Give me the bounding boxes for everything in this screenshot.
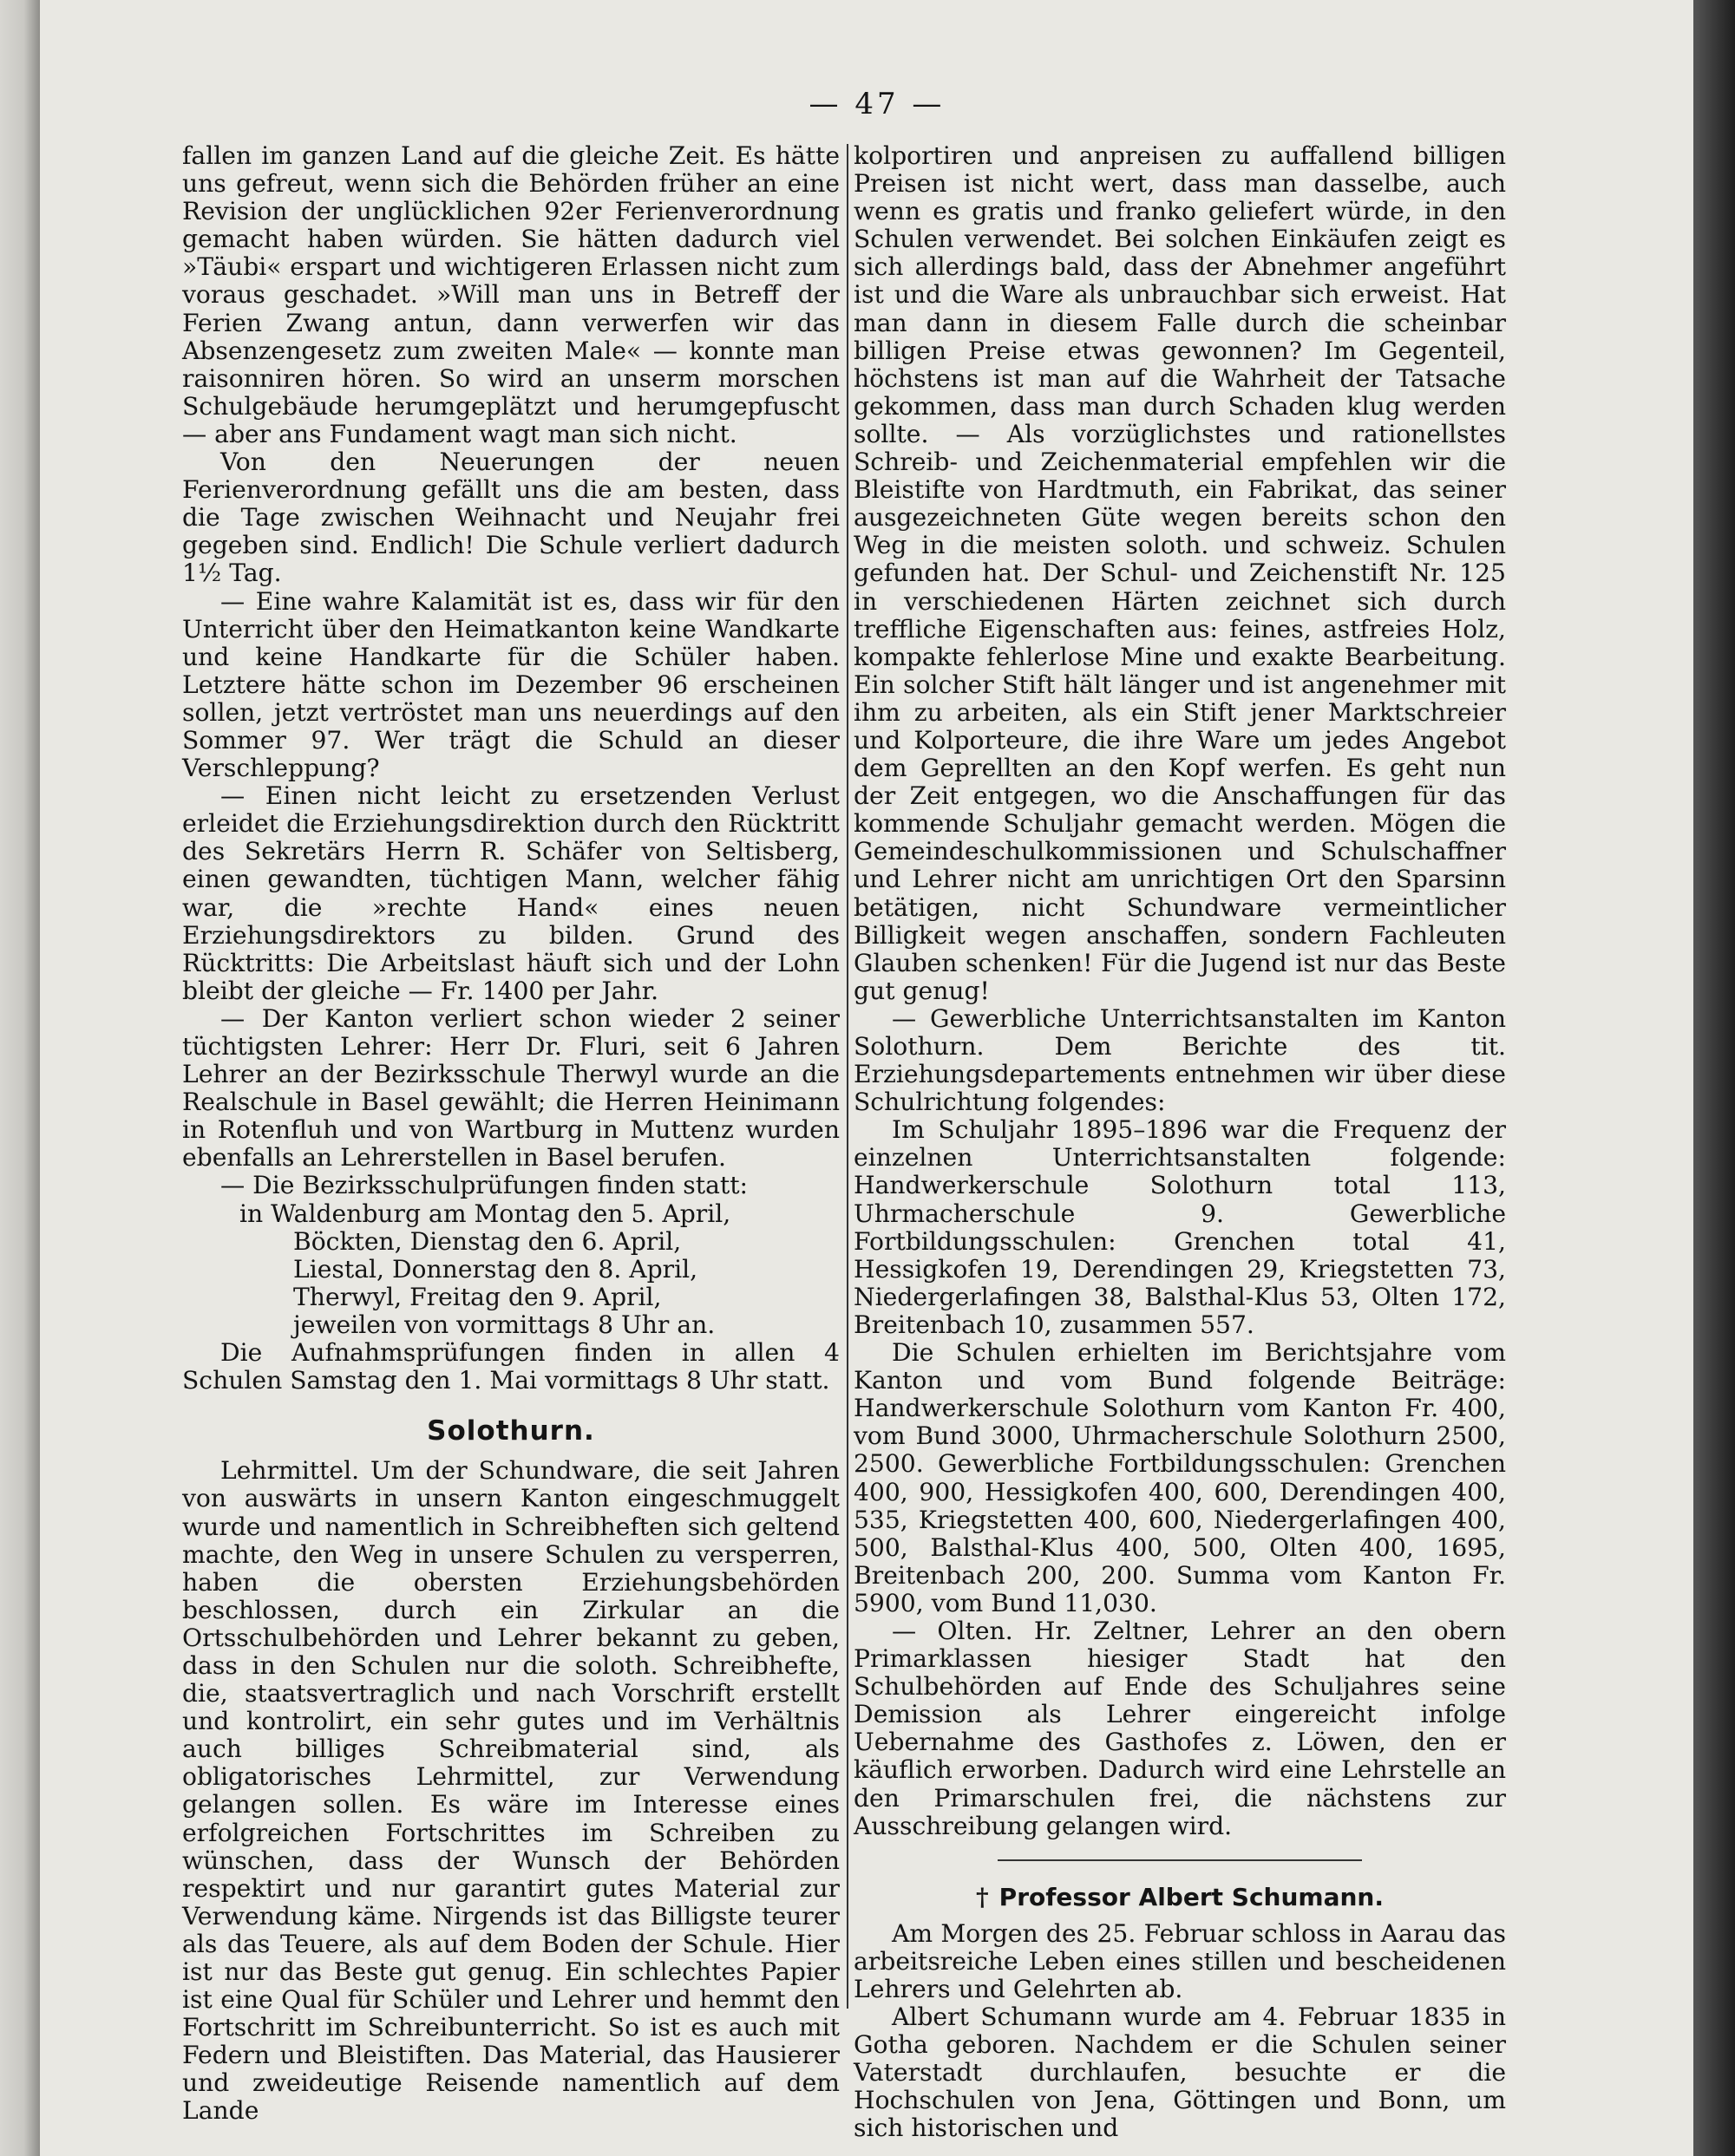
paragraph: Im Schuljahr 1895–1896 war die Frequenz der einzelnen Unterrichtsanstalten folgende: Handwerkerschule Solothurn total 113, Uhrmacherschule 9. Gewerbliche Fortbildungsschulen: Grenchen total 41, Hessigkofen 19, Derendingen 29, Kriegstetten 73, Niedergerlafingen 38, Balsthal-Klus 53, Olten 172, Breitenbach 10, zusammen 557. xyxy=(854,1115,1506,1339)
schedule-line: jeweilen von vormittags 8 Uhr an. xyxy=(293,1310,716,1339)
paragraph: — Einen nicht leicht zu ersetzenden Verlust erleidet die Erziehungsdirektion durch den Rücktritt des Sekretärs Herrn R. Schäfer von Seltisberg, einen gewandten, tüchtigen Mann, welcher fähig war, die »rechte Hand« eines neuen Erziehungsdirektors zu bilden. Grund des Rücktritts: Die Arbeitslast häuft sich und der Lohn bleibt der gleiche — Fr. 1400 per Jahr. xyxy=(182,781,840,1005)
obituary-title-text: Professor Albert Schumann. xyxy=(998,1882,1384,1911)
paragraph: Die Aufnahmsprüfungen finden in allen 4 Schulen Samstag den 1. Mai vormittags 8 Uhr statt. xyxy=(182,1338,840,1395)
paragraph: — Die Bezirksschulprüfungen finden statt: xyxy=(220,1171,749,1200)
paragraph: Albert Schumann wurde am 4. Februar 1835 in Gotha geboren. Nachdem er die Schulen seiner Vaterstadt durchlaufen, besuchte er die Hochschulen von Jena, Göttingen und Bonn, um sich historischen und xyxy=(854,2002,1506,2143)
previous-page-edge xyxy=(0,0,40,2156)
cross-icon: † xyxy=(976,1882,989,1911)
paragraph: — Eine wahre Kalamität ist es, dass wir für den Unterricht über den Heimatkanton keine Wandkarte und keine Handkarte für die Schüler haben. Letztere hätte schon im Dezember 96 erscheinen sollen, jetzt vertröstet man uns neuerdings auf den Sommer 97. Wer trägt die Schuld an dieser Verschleppung? xyxy=(182,586,840,783)
paragraph: Lehrmittel. Um der Schundware, die seit Jahren von auswärts in unsern Kanton eingeschmuggelt wurde und namentlich in Schreibheften sich geltend machte, den Weg in unsere Schulen zu versperren, haben die obersten Erziehungsbehörden beschlossen, durch ein Zirkular an die Ortsschulbehörden und Lehrer bekannt zu geben, dass in den Schulen nur die soloth. Schreibhefte, die, staatsvertraglich und nach Vorschrift erstellt und kontrolirt, ein sehr gutes und im Verhältnis auch billiges Schreibmaterial sind, als obligatorisches Lehrmittel, zur Verwendung gelangen sollen. Es wäre im Interesse eines erfolgreichen Fortschrittes im Schreiben zu wünschen, dass der Wunsch der Behörden respektirt und nur garantirt gutes Material zur Verwendung käme. Nirgends ist das Billigste teurer als das Teuere, als auf dem Boden der Schule. Hier ist nur das Beste gut genug. Ein schlechtes Papier ist eine Qual für Schüler und Lehrer und hemmt den Fortschritt im Schreibunterricht. So ist es auch mit Federn und Bleistiften. Das Material, das Hausierer und zweideutige Reisende namentlich auf dem Lande xyxy=(182,1456,840,2126)
paragraph: fallen im ganzen Land auf die gleiche Zeit. Es hätte uns gefreut, wenn sich die Behörden früher an eine Revision der unglücklichen 92er Ferienverordnung gemacht haben würden. Sie hätten dadurch viel »Täubi« erspart und wichtigeren Erlassen nicht zum voraus geschadet. »Will man uns in Betreff der Ferien Zwang antun, dann verwerfen wir das Absenzengesetz zum zweiten Male« — konnte man raisonniren hören. So wird an unserm morschen Schulgebäude herumgeplätzt und herumgepfuscht — aber ans Fundament wagt man sich nicht. xyxy=(182,141,840,448)
paragraph: Die Schulen erhielten im Berichtsjahre vom Kanton und vom Bund folgende Beiträge: Handwerkerschule Solothurn vom Kanton Fr. 400, vom Bund 3000, Uhrmacherschule Solothurn 2500, 2500. Gewerbliche Fortbildungsschulen: Grenchen 400, 900, Hessigkofen 400, 600, Derendingen 400, 535, Kriegstetten 400, 600, Niedergerlafingen 400, 500, Balsthal-Klus 400, 500, Olten 400, 1695, Breitenbach 200, 200. Summa vom Kanton Fr. 5900, vom Bund 11,030. xyxy=(854,1338,1506,1617)
paragraph: — Olten. Hr. Zeltner, Lehrer an den obern Primarklassen hiesiger Stadt hat den Schulbehörden auf Ende des Schuljahres seine Demission als Lehrer eingereicht infolge Uebernahme des Gasthofes z. Löwen, den er käuflich erworben. Dadurch wird eine Lehrstelle an den Primarschulen frei, die nächstens zur Ausschreibung gelangen wird. xyxy=(854,1616,1506,1840)
paragraph: Von den Neuerungen der neuen Ferienverordnung gefällt uns die am besten, dass die Tage zwischen Weihnacht und Neujahr frei gegeben sind. Endlich! Die Schule verliert dadurch 1½ Tag. xyxy=(182,448,840,588)
schedule-line: Liestal, Donnerstag den 8. April, xyxy=(293,1254,698,1284)
schedule-line: Therwyl, Freitag den 9. April, xyxy=(293,1282,662,1311)
page-number: — 47 — xyxy=(809,87,946,121)
schedule-line: Böckten, Dienstag den 6. April, xyxy=(293,1226,682,1256)
paragraph: Am Morgen des 25. Februar schloss in Aarau das arbeitsreiche Leben eines stillen und bescheidenen Lehrers und Gelehrten ab. xyxy=(854,1918,1506,2003)
section-heading: Solothurn. xyxy=(427,1415,595,1447)
paragraph: — Der Kanton verliert schon wieder 2 seiner tüchtigsten Lehrer: Herr Dr. Fluri, seit 6 Jahren Lehrer an der Bezirksschule Therwyl wurde an die Realschule in Basel gewählt; die Herren Heinimann in Rotenfluh und von Wartburg in Muttenz wurden ebenfalls an Lehrerstellen in Basel berufen. xyxy=(182,1003,840,1173)
paragraph: — Gewerbliche Unterrichtsanstalten im Kanton Solothurn. Dem Berichte des tit. Erziehungsdepartements entnehmen wir über diese Schulrichtung folgendes: xyxy=(854,1003,1506,1117)
right-column xyxy=(854,142,1506,2143)
column-divider xyxy=(847,144,848,2009)
schedule-line: in Waldenburg am Montag den 5. April, xyxy=(239,1199,731,1228)
obituary-heading xyxy=(854,1884,1506,1911)
scan-shadow xyxy=(1693,0,1735,2156)
left-column xyxy=(182,142,840,2126)
section-divider xyxy=(998,1859,1362,1861)
paragraph: kolportiren und anpreisen zu auffallend billigen Preisen ist nicht wert, dass man dasselbe, auch wenn es gratis und franko geliefert würde, in den Schulen verwendet. Bei solchen Einkäufen zeigt es sich allerdings bald, dass der Abnehmer angeführt ist und die Ware als unbrauchbar sich erweist. Hat man dann in diesem Falle durch die scheinbar billigen Preise etwas gewonnen? Im Gegenteil, höchstens ist man auf die Wahrheit der Tatsache gekommen, dass man durch Schaden klug werden sollte. — Als vorzüglichstes und rationellstes Schreib- und Zeichenmaterial empfehlen wir die Bleistifte von Hardtmuth, ein Fabrikat, das seiner ausgezeichneten Güte wegen bereits schon den Weg in die meisten soloth. und schweiz. Schulen gefunden hat. Der Schul- und Zeichenstift Nr. 125 in verschiedenen Härten zeichnet sich durch treffliche Eigenschaften aus: feines, astfreies Holz, kompakte fehlerlose Mine und exakte Bearbeitung. Ein solcher Stift hält länger und ist angenehmer mit ihm zu arbeiten, als ein Stift jener Marktschreier und Kolporteure, die ihre Ware um jedes Angebot dem Geprellten an den Kopf werfen. Es geht nun der Zeit entgegen, wo die Anschaffungen für das kommende Schuljahr gemacht werden. Mögen die Gemeindeschulkommissionen und Schulschaffner und Lehrer nicht am unrichtigen Ort den Sparsinn betätigen, nicht Schundware vermeintlicher Billigkeit wegen anschaffen, sondern Fachleuten Glauben schenken! Für die Jugend ist nur das Beste gut genug! xyxy=(854,141,1506,1005)
